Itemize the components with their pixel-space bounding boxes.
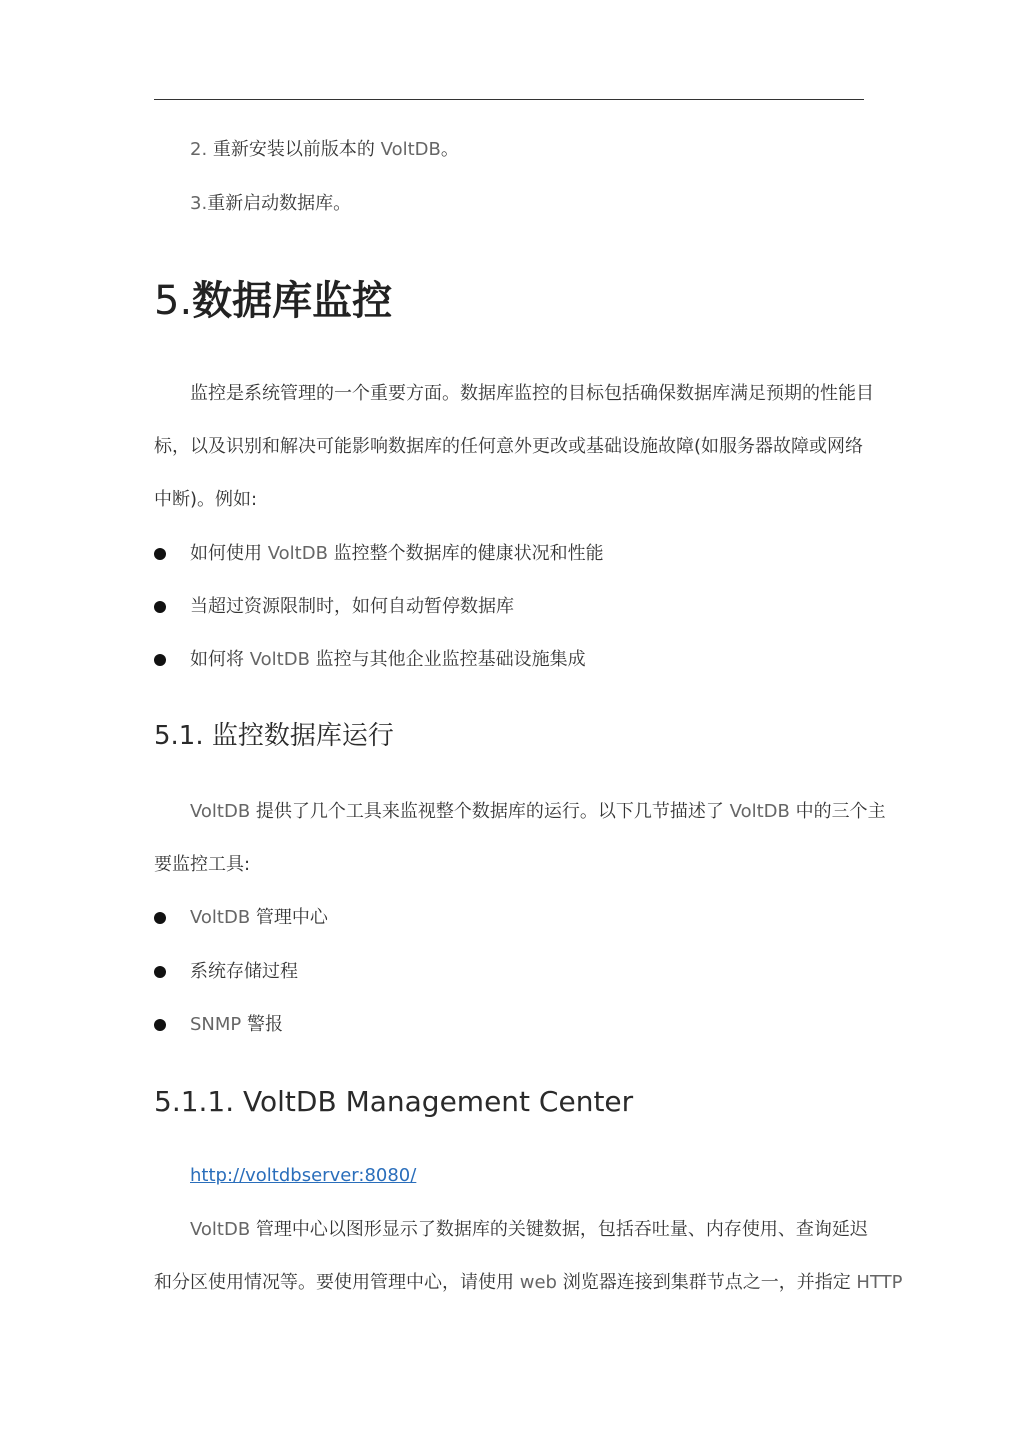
list-item	[190, 648, 586, 672]
list-item	[190, 542, 604, 566]
section-5-heading	[154, 276, 392, 326]
paragraph-line: 标，以及识别和解决可能影响数据库的任何意外更改或基础设施故障(如服务器故障或网络	[154, 436, 864, 457]
paragraph-line	[190, 800, 886, 824]
management-center-link[interactable]: http://voltdbserver:8080/	[190, 1165, 417, 1186]
product-name: VoltDB	[190, 1219, 251, 1240]
section-5-1-heading: 5.1. 监控数据库运行	[154, 721, 394, 751]
step-number: 2.	[190, 139, 208, 160]
bullet-dot	[154, 1019, 166, 1031]
list-item-text: 如何使用	[190, 543, 268, 564]
heading-number: 5.	[154, 278, 193, 324]
bullet-dot	[154, 601, 166, 613]
list-item-text: 系统存储过程	[190, 961, 298, 982]
step-number: 3.	[190, 193, 208, 214]
product-name: VoltDB	[729, 801, 790, 822]
list-item	[190, 595, 514, 619]
list-item	[190, 906, 328, 930]
step-text: 重新启动数据库。	[207, 193, 352, 214]
paragraph-text: 中的三个主	[789, 801, 886, 822]
product-name: VoltDB	[190, 801, 251, 822]
paragraph-text: 提供了几个工具来监视整个数据库的运行。以下几节描述了	[250, 801, 730, 822]
protocol-name: SNMP	[190, 1014, 242, 1035]
list-item-text: 当超过资源限制时，如何自动暂停数据库	[190, 596, 514, 617]
list-item	[190, 1013, 283, 1037]
header-rule	[154, 99, 864, 100]
product-name: VoltDB	[190, 907, 251, 928]
paragraph-text: 和分区使用情况等。要使用管理中心，请使用	[154, 1272, 520, 1293]
list-item-text: 管理中心	[250, 907, 328, 928]
paragraph-line: 中断)。例如:	[154, 489, 258, 510]
bullet-dot	[154, 548, 166, 560]
protocol-name: HTTP	[856, 1272, 903, 1293]
product-name: VoltDB	[249, 649, 310, 670]
step-3-line	[190, 192, 866, 216]
bullet-dot	[154, 654, 166, 666]
paragraph-line	[154, 1271, 903, 1295]
heading-title: 数据库监控	[192, 278, 393, 324]
bullet-dot	[154, 966, 166, 978]
product-name: VoltDB	[267, 543, 328, 564]
term: web	[519, 1272, 557, 1293]
section-5-1-1-heading: 5.1.1. VoltDB Management Center	[154, 1085, 634, 1118]
bullet-dot	[154, 912, 166, 924]
list-item-text: 监控整个数据库的健康状况和性能	[327, 543, 604, 564]
product-name: VoltDB	[380, 139, 441, 160]
list-item-text: 监控与其他企业监控基础设施集成	[309, 649, 586, 670]
list-item	[190, 960, 298, 984]
list-item-text: 警报	[241, 1014, 284, 1035]
paragraph-text: 管理中心以图形显示了数据库的关键数据，包括吞吐量、内存使用、查询延迟	[250, 1219, 868, 1240]
step-text: 重新安装以前版本的	[212, 139, 381, 160]
step-2-line	[190, 138, 866, 162]
paragraph-line: 要监控工具:	[154, 854, 251, 875]
paragraph-line: 监控是系统管理的一个重要方面。数据库监控的目标包括确保数据库满足预期的性能目	[190, 383, 874, 404]
step-text-end: 。	[440, 139, 459, 160]
paragraph-line	[190, 1218, 866, 1242]
list-item-text: 如何将	[190, 649, 250, 670]
paragraph-text: 浏览器连接到集群节点之一，并指定	[556, 1272, 857, 1293]
